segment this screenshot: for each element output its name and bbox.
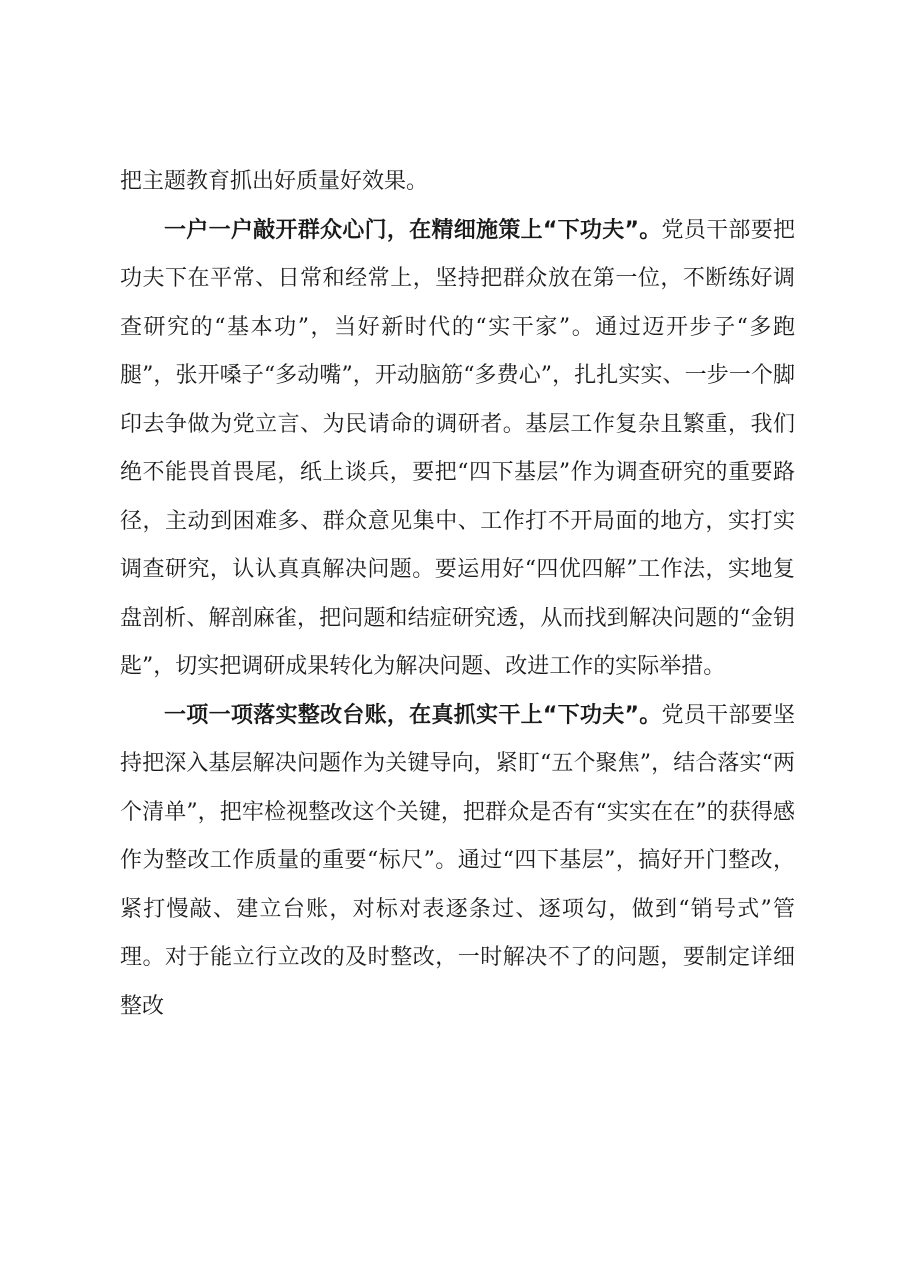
paragraph-2-body: 党员干部要把功夫下在平常、日常和经常上，坚持把群众放在第一位，不断练好调查研究的“基本功”，当好新时代的“实干家”。通过迈开步子“多跑腿”，张开嗓子“多动嘴”，开动脑筋“多费心”，扎扎实实、一步一个脚印去争做为党立言、为民请命的调研者。基层工作复杂且繁重，我们绝不能畏首畏尾，纸上谈兵，要把“四下基层”作为调查研究的重要路径，主动到困难多、群众意见集中、工作打不开局面的地方，实打实调查研究，认认真真解决问题。要运用好“四优四解”工作法，实地复盘剖析、解剖麻雀，把问题和结症研究透，从而找到解决问题的“金钥匙”，切实把调研成果转化为解决问题、改进工作的实际举措。 [120, 217, 795, 679]
paragraph-2 [120, 207, 795, 692]
paragraph-3-lead: 一项一项落实整改台账，在真抓实干上“下功夫”。 [164, 702, 662, 728]
paragraph-3 [120, 692, 795, 1032]
paragraph-1 [120, 158, 795, 207]
paragraph-3-body: 党员干部要坚持把深入基层解决问题作为关键导向，紧盯“五个聚焦”，结合落实“两个清单”，把牢检视整改这个关键，把群众是否有“实实在在”的获得感作为整改工作质量的重要“标尺”。通过“四下基层”，搞好开门整改，紧打慢敲、建立台账，对标对表逐条过、逐项勾，做到“销号式”管理。对于能立行立改的及时整改，一时解决不了的问题，要制定详细整改 [120, 702, 795, 1019]
document-body [120, 158, 795, 1031]
paragraph-2-lead: 一户一户敲开群众心门，在精细施策上“下功夫”。 [164, 217, 662, 243]
paragraph-1-body: 把主题教育抓出好质量好效果。 [120, 169, 429, 194]
